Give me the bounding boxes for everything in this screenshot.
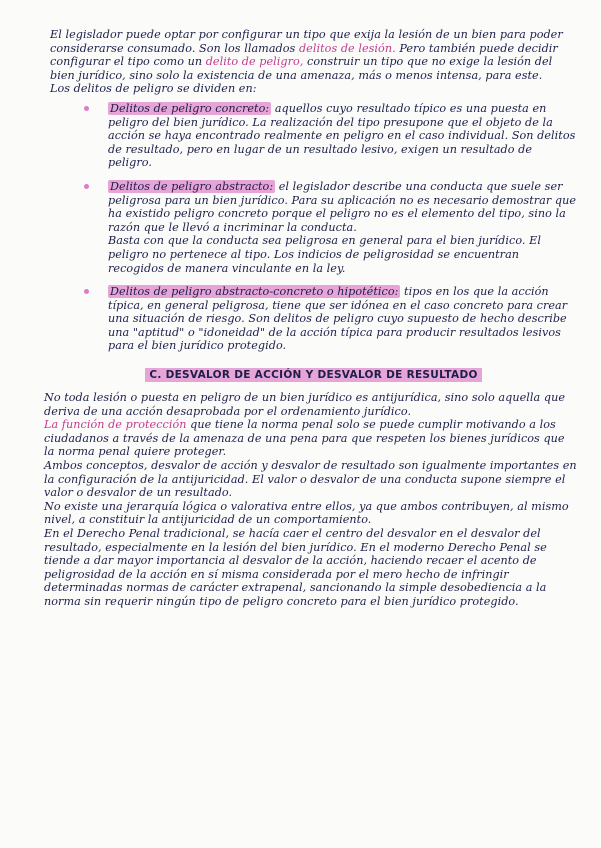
section-paragraph: Ambos conceptos, desvalor de acción y desvalor de resultado son igualmente importantes en la configuración de la antijuricidad. El valor o desvalor de una conducta supone siempre el valor o desvalor de un resultado. <box>44 459 577 500</box>
item-text: tipos en los que la acción típica, en general peligrosa, tiene que ser idónea en el caso concreto para crear una situación de riesgo. Son delitos de peligro cuyo supuesto de hecho describe una "aptitud" o "idoneidad" de la acción típica para producir resultados lesivos para el bien jurídico protegido. <box>108 285 568 353</box>
bullet-icon <box>84 106 89 111</box>
intro-paragraph <box>50 28 577 82</box>
intro-text-a: El legislador puede optar por configurar un tipo que exija la lesión de un bien para poder considerarse consumado. Son los llamados <box>50 28 563 55</box>
section-paragraph: No toda lesión o puesta en peligro de un bien jurídico es antijurídica, sino solo aquella que deriva de una acción desaprobada por el ordenamiento jurídico. <box>44 391 565 418</box>
section-paragraph: No existe una jerarquía lógica o valorativa entre ellos, ya que ambos contribuyen, al mismo nivel, a constituir la antijuricidad de un comportamiento. <box>44 499 569 527</box>
list-item <box>50 102 577 170</box>
section-text: que tiene la norma penal solo se puede cumplir motivando a los ciudadanos a través de la amenaza de una pena para que respeten los bienes jurídicos que la norma penal quiere proteger. <box>44 418 565 459</box>
term-delitos-de-lesion: delitos de lesión. <box>298 41 396 55</box>
item-text: aquellos cuyo resultado típico es una puesta en peligro del bien jurídico. La realización del tipo presupone que el objeto de la acción se haya encontrado realmente en peligro en el caso individual. Son delitos de resultado, pero en lugar de un resultado lesivo, exigen un resultado de peligro. <box>108 101 576 170</box>
item-text-continued: Basta con que la conducta sea peligrosa en general para el bien jurídico. El peligro no pertenece al tipo. Los indicios de peligrosidad se encuentran recogidos de manera vinculante en la ley. <box>108 234 541 275</box>
section-paragraph: En el Derecho Penal tradicional, se hacía caer el centro del desvalor en el desvalor del resultado, especialmente en la lesión del bien jurídico. En el moderno Derecho Penal se tiende a dar mayor importancia al desvalor de la acción, haciendo recaer el acento de peligrosidad de la acción en sí misma considerada por el mero hecho de infringir determinadas normas de carácter extrapenal, sancionando la simple desobediencia a la norma sin requerir ningún tipo de peligro concreto para el bien jurídico protegido. <box>44 527 547 608</box>
intro-lead: Los delitos de peligro se dividen en: <box>50 82 257 96</box>
list-item <box>50 285 577 353</box>
section-paragraph <box>44 418 577 459</box>
term-funcion-de-proteccion: La función de protección <box>44 418 187 432</box>
item-term: Delitos de peligro abstracto-concreto o hipotético: <box>110 285 399 299</box>
section-body <box>44 391 577 609</box>
item-term: Delitos de peligro concreto: <box>110 101 270 115</box>
peligro-types-list <box>50 102 577 353</box>
item-text: el legislador describe una conducta que suele ser peligrosa para un bien jurídico. Para su aplicación no es necesario demostrar que ha existido peligro concreto porque el peligro no es el elemento del tipo, sino la razón que le llevó a incriminar la conducta. <box>108 179 577 234</box>
list-item <box>50 180 577 275</box>
intro-text-c: construir un tipo que no exige la lesión del bien jurídico, sino solo la existencia de una amenaza, más o menos intensa, para este. <box>50 55 553 82</box>
term-delito-de-peligro: delito de peligro, <box>205 55 304 69</box>
bullet-icon <box>84 184 89 189</box>
item-term: Delitos de peligro abstracto: <box>110 179 274 193</box>
section-heading <box>50 369 577 381</box>
section-heading-text: C. DESVALOR DE ACCIÓN Y DESVALOR DE RESULTADO <box>145 368 481 382</box>
intro-text-b: Pero también puede decidir configurar el tipo como un <box>50 41 558 69</box>
